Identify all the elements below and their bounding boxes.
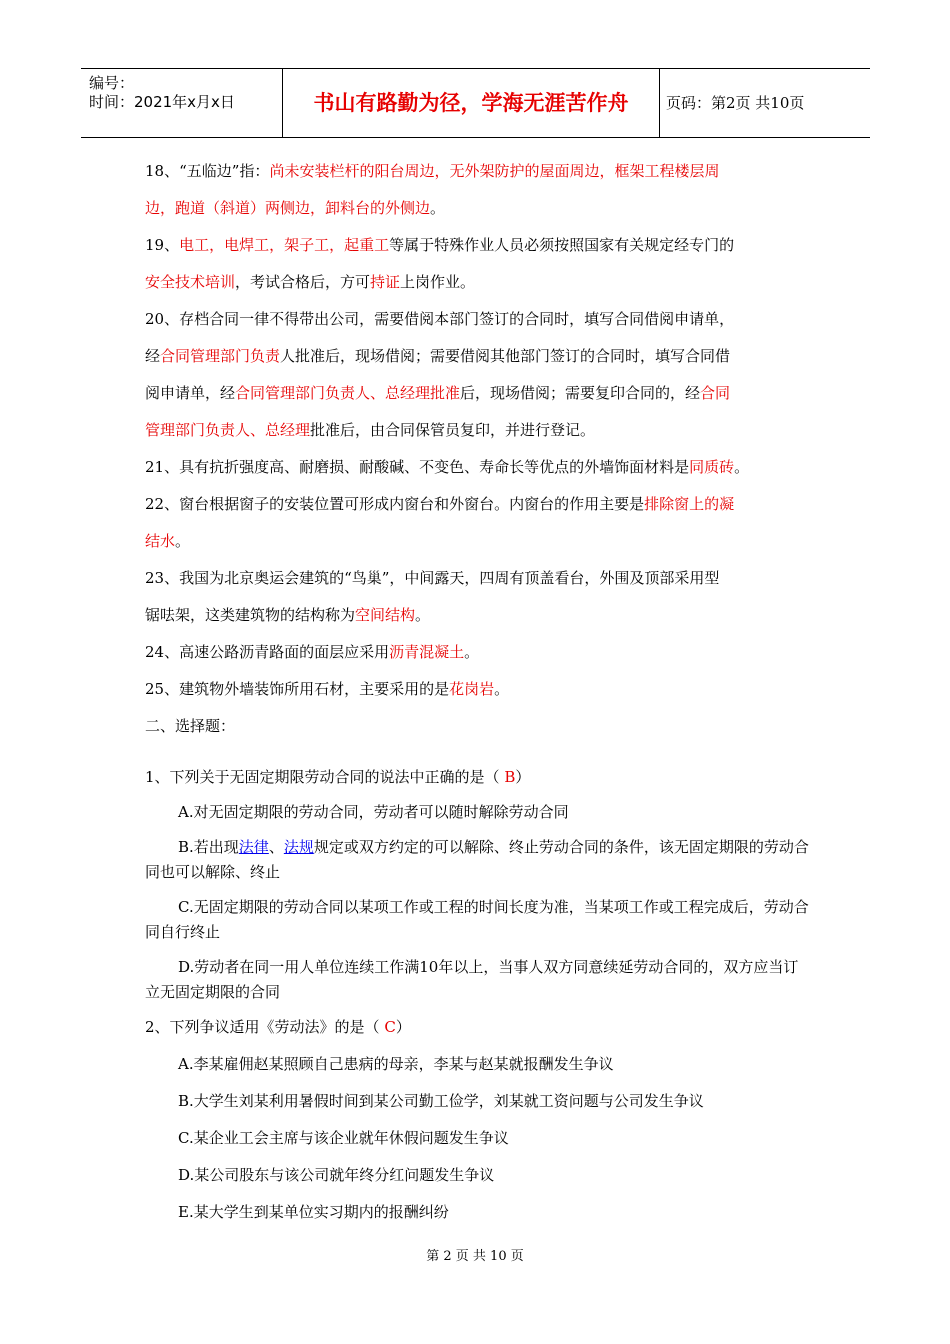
answer-text: 排除窗上的凝 [644, 495, 735, 513]
item-21 [145, 449, 810, 486]
answer-text: 合同管理部门负责 [160, 347, 281, 365]
text: 25、建筑物外墙装饰所用石材，主要采用的是 [145, 680, 450, 698]
header-meta [81, 69, 282, 137]
text: 等属于特殊作业人员必须按照国家有关规定经专门的 [389, 236, 735, 254]
answer-text: 合同管理部门负责人、总经理批准 [235, 384, 461, 402]
option-d: D.劳动者在同一用人单位连续工作满10年以上，当事人双方同意续延劳动合同的，双方应当订立无固定期限的合同 [145, 958, 799, 1001]
option-c: C.无固定期限的劳动合同以某项工作或工程的时间长度为准，当某项工作或工程完成后，劳动合同自行终止 [145, 898, 809, 941]
answer-text: 管理部门负责人、总经理 [145, 421, 311, 439]
answer-text: 持证 [370, 273, 401, 291]
option-b: B.大学生刘某利用暑假时间到某公司勤工俭学，刘某就工资问题与公司发生争议 [178, 1092, 704, 1110]
text: 锯呿架，这类建筑物的结构称为 [145, 606, 356, 624]
item-25 [145, 671, 810, 708]
item-24 [145, 634, 810, 671]
answer-text: 边，跑道（斜道）两侧边，卸料台的外侧边 [145, 199, 431, 217]
answer-letter: C [384, 1018, 396, 1036]
section-heading: 二、选择题： [145, 717, 236, 735]
text: 。 [494, 680, 510, 698]
link-regulation[interactable]: 法规 [283, 838, 314, 856]
text: 经 [145, 347, 161, 365]
answer-text: 尚未安装栏杆的阳台周边，无外架防护的屋面周边，框架工程楼层周 [269, 162, 720, 180]
link-law[interactable]: 法律 [238, 838, 269, 856]
text: 18、“五临边”指： [145, 162, 270, 180]
answer-text: 空间结构 [355, 606, 416, 624]
text: ） [395, 1018, 411, 1036]
text: 上岗作业。 [400, 273, 476, 291]
text: 。 [734, 458, 750, 476]
time-label: 时间：2021年x月x日 [89, 93, 235, 111]
item-23 [145, 560, 810, 634]
answer-text: 沥青混凝土 [389, 643, 465, 661]
text: 批准后，由合同保管员复印，并进行登记。 [310, 421, 596, 439]
text: 23、我国为北京奥运会建筑的“鸟巢”，中间露天，四周有顶盖看台，外围及顶部采用型 [145, 569, 720, 587]
answer-text: 合同 [700, 384, 731, 402]
choice-question-2 [145, 1009, 810, 1046]
text: 规定或双方约定的可以解除、终止劳动合同的条件，该无固定期限的劳动合同也可以解除、终止 [145, 838, 809, 881]
answer-letter: B [504, 768, 516, 786]
item-18 [145, 153, 810, 227]
text: 21、具有抗折强度高、耐磨损、耐酸碱、不变色、寿命长等优点的外墙饰面材料是 [145, 458, 690, 476]
option-c: C.某企业工会主席与该企业就年休假问题发生争议 [178, 1129, 509, 1147]
text: 22、窗台根据窗子的安装位置可形成内窗台和外窗台。内窗台的作用主要是 [145, 495, 645, 513]
text: 。 [464, 643, 480, 661]
text: 2、下列争议适用《劳动法》的是（ [145, 1018, 385, 1036]
header-motto: 书山有路勤为径，学海无涯苦作舟 [282, 69, 660, 137]
item-20 [145, 301, 810, 449]
option-d: D.某公司股东与该公司就年终分红问题发生争议 [178, 1166, 495, 1184]
answer-text: 电工，电焊工，架子工，起重工 [179, 236, 390, 254]
text: 1、下列关于无固定期限劳动合同的说法中正确的是（ [145, 768, 505, 786]
option-a: A.对无固定期限的劳动合同，劳动者可以随时解除劳动合同 [178, 803, 569, 821]
text: 后，现场借阅；需要复印合同的，经 [460, 384, 701, 402]
text: 。 [175, 532, 191, 550]
code-label: 编号： [89, 74, 135, 92]
text: B.若出现 [178, 838, 239, 856]
document-body [145, 153, 810, 1231]
text: 、 [268, 838, 284, 856]
item-22 [145, 486, 810, 560]
option-e: E.某大学生到某单位实习期内的报酬纠纷 [178, 1203, 449, 1221]
text: 人批准后，现场借阅；需要借阅其他部门签订的合同时，填写合同借 [280, 347, 731, 365]
text: 。 [415, 606, 431, 624]
page-header [81, 68, 870, 138]
answer-text: 同质砖 [689, 458, 735, 476]
header-page-info: 页码：第2页 共10页 [666, 94, 805, 112]
text: 阅申请单，经 [145, 384, 236, 402]
choice-question-1 [145, 759, 810, 796]
text: ） [515, 768, 531, 786]
answer-text: 结水 [145, 532, 176, 550]
text: 20、存档合同一律不得带出公司，需要借阅本部门签订的合同时，填写合同借阅申请单， [145, 310, 735, 328]
page-footer: 第 2 页 共 10 页 [426, 1249, 524, 1264]
text: 。 [430, 199, 446, 217]
answer-text: 安全技术培训 [145, 273, 236, 291]
text: ，考试合格后，方可 [235, 273, 371, 291]
option-a: A.李某雇佣赵某照顾自己患病的母亲，李某与赵某就报酬发生争议 [178, 1055, 614, 1073]
answer-text: 花岗岩 [449, 680, 495, 698]
text: 24、高速公路沥青路面的面层应采用 [145, 643, 390, 661]
text: 19、 [145, 236, 180, 254]
option-b [145, 835, 810, 885]
item-19 [145, 227, 810, 301]
